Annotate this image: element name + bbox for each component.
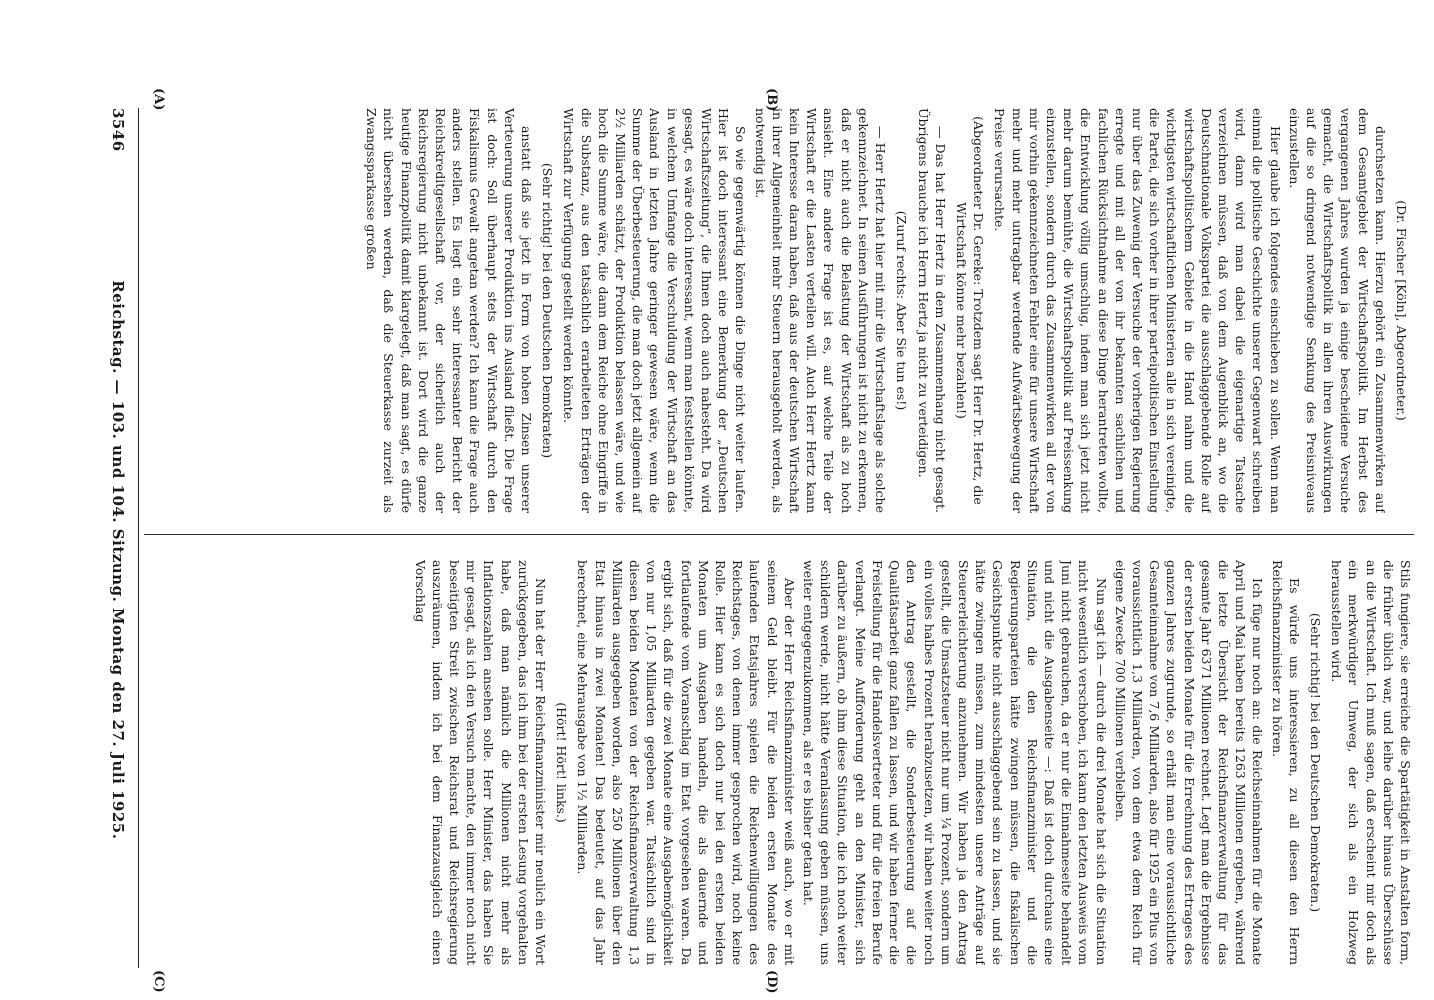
page-title: Reichstag. — 103. und 104. Sitzung. Montag den 27. Juli 1925. [109, 280, 127, 840]
paragraph: Aber der Herr Reichsfinanzminister weiß auch, wo er mit seinem Geld bleibt. Für die beiden ersten Monate des laufenden Etatsjahres spielen die Reichenwilligungen des Reichstages, von denen immer gesprochen wird, noch keine Rolle. Hier kann es sich doch nur bei den ersten beiden Monaten um Ausgaben handeln, die als dauernde und fortlaufende vom Voranschlag im Etat vorgesehen waren. Da ergibt sich, daß für die zwei Monate eine Ausgabemöglichkeit von nur 1,05 Milliarden gegeben war. Tatsächlich sind in diesen beiden Monaten von der Reichsfinanzverwaltung 1,3 Milliarden ausgegeben worden, also 250 Millionen über den Etat hinaus in zwei Monaten! Das bedeutet, auf das Jahr berechnet, eine Mehrausgabe von 1½ Milliarden. [575, 560, 797, 965]
paragraph: durchsetzen kann. Hierzu gehört ein Zusammenwirken auf dem Gesamtgebiet der Wirtschaftspolitik. Im Herbst des vergangenen Jahres wurden ja einige bescheidene Versuche gemacht, die Wirtschaftspolitik in allen ihren Auswirkungen auf die so dringend notwendige Senkung des Preisniveaus einzustellen. [1286, 108, 1388, 513]
paragraph: anstatt daß sie jetzt in Form von hohen Zinsen unserer Verteuerung unserer Produktion ins Ausland fließt. Die Frage ist doch: Soll überhaupt stets der Wirtschaft durch den Fiskalismus Gewalt angetan werden? Ich kann die Frage auch anders stellen. Es liegt ein sehr interessanter Bericht der Reichskreditgesellschaft vor, der sicherlich auch der Reichsregierung nicht unbekannt ist. Dort wird die ganze heutige Finanzpolitik damit klargelegt, daß man sagt, es dürfe nicht übersehen werden, daß die Steuerkasse zurzeit als Zwangssparkasse großen [364, 108, 535, 513]
right-column [144, 560, 1414, 965]
left-column [144, 108, 1414, 513]
interjection: (Sehr richtig! bei den Deutschen Demokraten) [540, 162, 556, 459]
paragraph: Nun hat der Herr Reichsfinanzminister mir neulich ein Wort zurückgegeben, das ich ihm bei der ersten Lesung vorgehalten habe, daß man nämlich die Millionen nicht mehr als Inflationszahlen ansehen solle. Herr Minister, das haben Sie mir gesagt, als ich den Versuch machte, den immer noch nicht beseitigten Streit zwischen Reichsrat und Reichsregierung auszuräumen, indem ich bei dem Finanzausgleich einen Vorschlag [412, 560, 549, 965]
paragraph: Stils fungiere, sie erreiche die Spartätigkeit in Anstalten form, die früher üblich war, und leihe darüber hinaus Überschüsse an die Wirtschaft. Ich muß sagen, daß erscheint mir doch als ein merkwürdiger Umweg, der sich als ein Holzweg herausstellen wird. [1329, 560, 1413, 965]
interjection: (Sehr richtig! bei den Deutschen Demokraten.) [1307, 612, 1323, 913]
column-divider [144, 534, 1414, 535]
header-rule [138, 108, 139, 968]
interjection: (Abgeordneter Dr. Gereke: Trotzdem sagt Herr Dr. Hertz, die Wirtschaft könne mehr bezahlen!) [953, 116, 987, 505]
paragraph: — Das hat Herr Hertz in dem Zusammenhang nicht gesagt. Übrigens brauche ich Herrn Hertz ja nicht zu verteidigen. [915, 108, 948, 513]
margin-mark-b: (B) [764, 88, 779, 112]
margin-mark-a: (A) [151, 88, 166, 111]
interjection: (Zuruf rechts: Aber Sie tun es!) [894, 210, 910, 411]
paragraph: So wie gegenwärtig können die Dinge nicht weiter laufen. Hier ist doch interessant eine Bemerkung der „Deutschen Wirtschaftszeitung“, die Ihnen doch auch nahesteht. Da wird gesagt, es wäre doch interessant, wenn man feststellen könnte, in welchem Umfange die Verschuldung der Wirtschaft an das Ausland in letzten Jahre geringer gewesen wäre, wenn die Summe der Überbesteuerung, die man doch jetzt allgemein auf 2½ Milliarden schätzt, der Produktion belassen wäre, und wie hoch die Summe wäre, die dann dem Reiche ohne Eingriffe in die Substanz, aus den tatsächlich erarbeiteten Erträgen der Wirtschaft zur Verfügung gestellt werden könnte. [561, 108, 749, 513]
page-header [107, 108, 129, 968]
speaker-line: (Dr. Fischer [Köln], Abgeordneter.) [1394, 200, 1409, 421]
paragraph: Nun sagt ich — durch die drei Monate hat sich die Situation nicht wesentlich verschoben, ich kann den letzten Ausweis vom Juni nicht gebrauchen, da er nur die Einnahmeseite behandelt und nicht die Ausgabenseite —: Daß ist doch durchaus eine Situation, die den Reichsfinanzminister und die Regierungsparteien hätte zwingen müssen, die fiskalischen Gesichtspunkte nicht ausschlaggebend sein zu lassen, und sie hätte zwingen müssen, zum mindesten unsere Anträge auf Steuererleichterung anzunehmen. Wir haben ja den Antrag gestellt, die Umsatzsteuer nicht nur um ¼ Prozent, sondern um ein volles halbes Prozent herabzusetzen, wir haben weiter noch den Antrag gestellt, die Sonderbesteuerung auf die Qualitätsarbeit ganz fallen zu lassen, und wir haben ferner die Freistellung für die Handelsvertreter und für die freien Berufe verlangt. Meine Aufforderung geht an den Minister, sich darüber zu äußern, ob ihm diese Situation, die ich noch weiter schildern werde, nicht hätte Veranlassung geben müssen, uns weiter entgegenzukommen, als er es bisher getan hat. [801, 560, 1109, 965]
paragraph: Ich füge nur noch an: die Reichseinnahmen für die Monate April und Mai haben bereits 1263 Millionen ergeben, während die letzte Übersicht der Reichsfinanzverwaltung für das gesamte Jahr 6371 Millionen rechnet. Legt man die Ergebnisse der ersten beiden Monate für die Errechnung des Ertrages des ganzen Jahres zugrunde, so erhält man eine voraussichtliche Gesamteinnahme von 7,6 Milliarden, also für 1925 ein Plus von voraussichtlich 1,3 Milliarden, von dem etwa dem Reich für eigene Zwecke 700 Millionen verbleiben. [1112, 560, 1266, 965]
margin-mark-d: (D) [764, 970, 779, 994]
page-number: 3546 [109, 108, 127, 152]
margin-mark-c: (C) [151, 970, 166, 993]
paragraph: — Herr Hertz hat hier mit mir die Wirtschaftslage als solche gekennzeichnet. In seinen Ausführungen ist nicht zu erkennen, daß er nicht auch die Belastung der Wirtschaft als zu hoch ansieht. Eine andere Frage ist es, auf welche Teile der Wirtschaft er die Lasten verteilen will. Auch Herr Hertz kann kein Interesse daran haben, daß aus der deutschen Wirtschaft in ihrer Allgemeinheit mehr Steuern herausgeholt werden, als notwendig ist. [752, 108, 889, 513]
paragraph: Hier glaube ich folgendes einschieben zu sollen. Wenn man einmal die politische Geschichte unserer Gegenwart schreiben wird, dann wird man dabei die eigenartige Tatsache verzeichnen müssen, daß von dem Augenblick an, wo die Deutschnationale Volkspartei die ausschlaggebende Rolle auf wirtschaftspolitischem Gebiete in die Hand nahm und die wichtigsten wirtschaftlichen Ministerien alle in sich vereinigte, die Partei, die sich vorher in ihrer parteipolitischen Einstellung nur über das Zuwenig der Versuche der vorherigen Regierung erregte und mit all der von ihr bekannten sachlichen und fachlichen Rücksichtnahme an diese Dinge herantreten wollte, die Entwicklung völlig umschlug, indem man sich jetzt nicht mehr darum bemühte, die Wirtschaftspolitik auf Preissenkung einzustellen, sondern durch das Zusammenwirken all der von mir vorhin gekennzeichneten Fehler eine für unsere Wirtschaft mehr und mehr untragbar werdende Aufwärtsbewegung der Preise verursachte. [992, 108, 1283, 513]
interjection: (Hört! Hört! links.) [554, 702, 570, 823]
paragraph: Es würde uns interessieren, zu all diesen den Herrn Reichsfinanzminister zu hören. [1269, 560, 1302, 965]
